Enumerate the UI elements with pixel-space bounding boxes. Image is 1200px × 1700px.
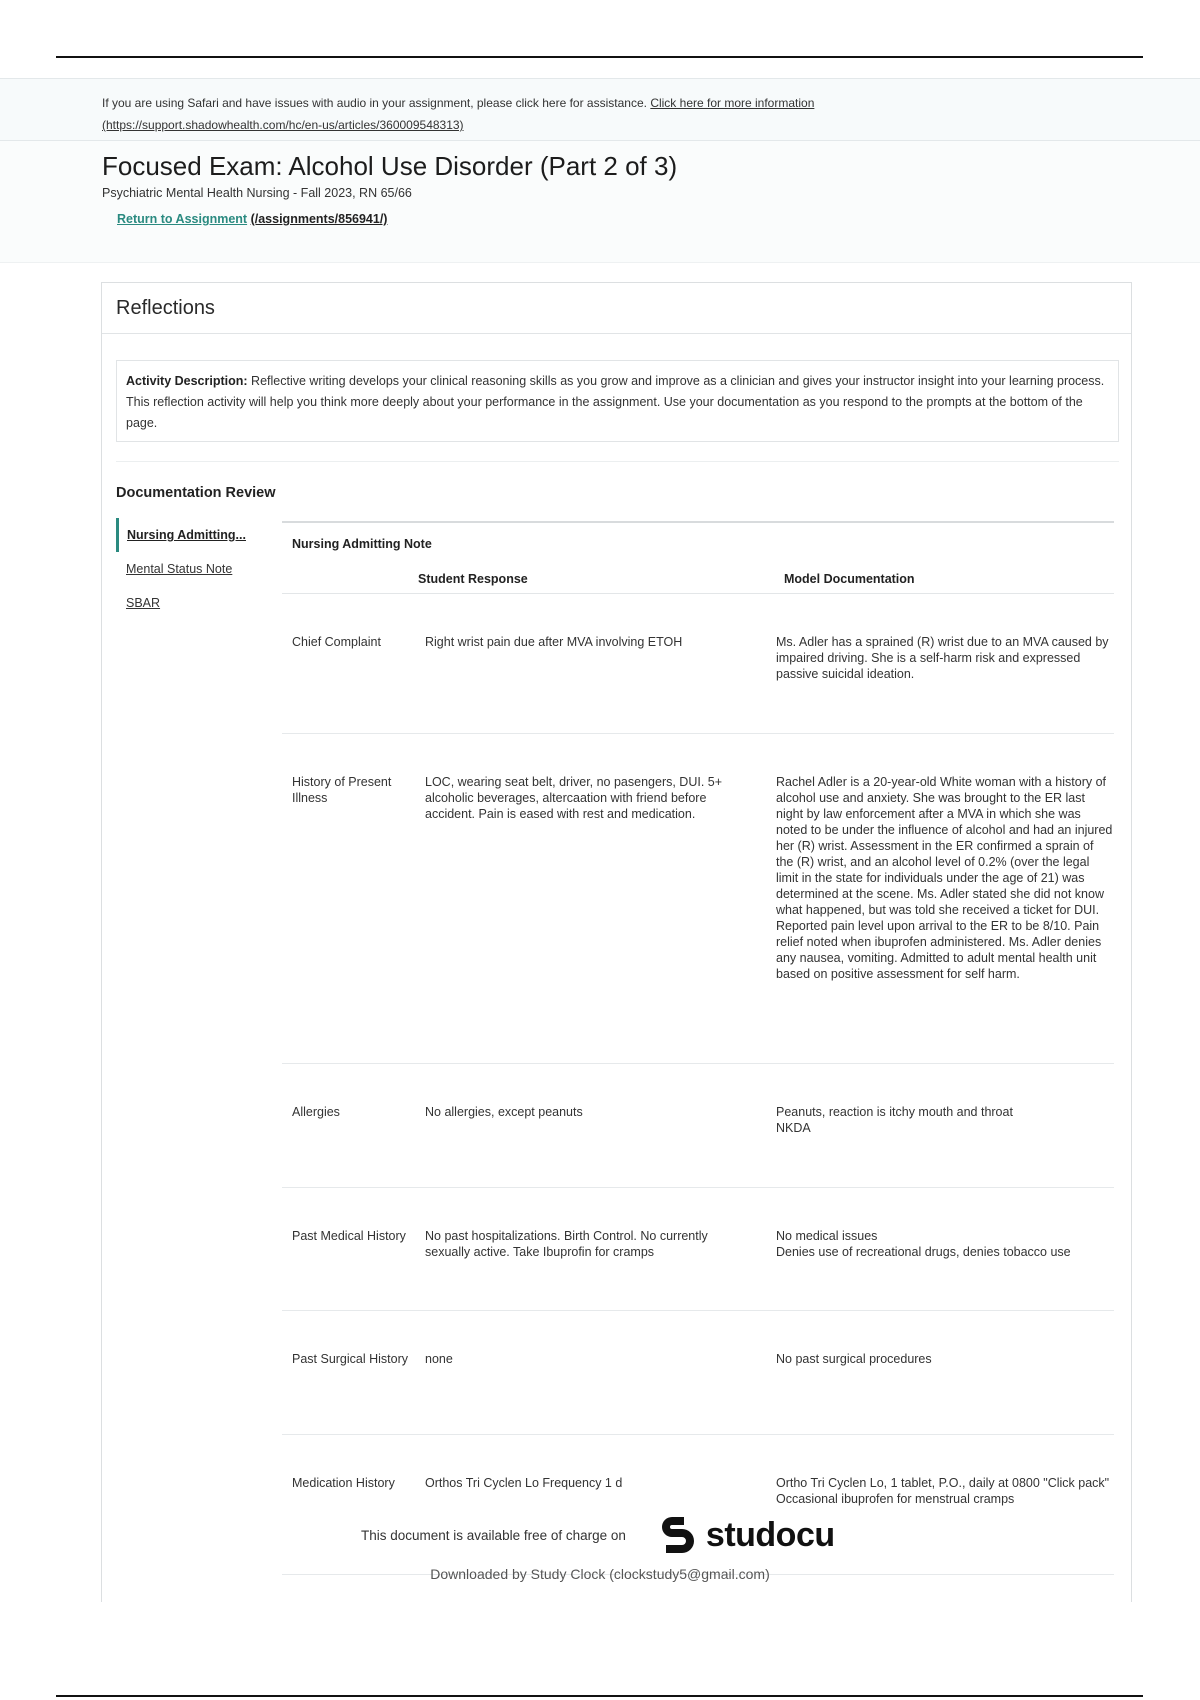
reflections-card <box>101 282 1132 1602</box>
documentation-table <box>282 521 1114 1575</box>
studocu-logo-icon <box>654 1511 702 1559</box>
row-model-documentation: No past surgical procedures <box>776 1352 932 1366</box>
row-student-response: No past hospitalizations. Birth Control. No currently sexually active. Take Ibuprofin for cramps <box>425 1229 708 1259</box>
row-model-documentation: Ms. Adler has a sprained (R) wrist due to an MVA caused by impaired driving. She is a self-harm risk and expressed passive suicidal ideation. <box>776 635 1109 681</box>
page-title: Focused Exam: Alcohol Use Disorder (Part 2 of 3) <box>102 151 678 181</box>
nav-item-mental-status[interactable]: Mental Status Note <box>126 562 233 576</box>
course-name: Psychiatric Mental Health Nursing - Fall 2023, RN 65/66 <box>102 186 412 200</box>
row-label: Medication History <box>292 1476 395 1490</box>
row-model-documentation: Peanuts, reaction is itchy mouth and throat NKDA <box>776 1105 1013 1135</box>
page-header <box>0 141 1200 263</box>
return-to-assignment[interactable] <box>117 212 387 226</box>
row-student-response: Right wrist pain due after MVA involving ETOH <box>425 635 683 649</box>
row-model-documentation: Ortho Tri Cyclen Lo, 1 tablet, P.O., daily at 0800 "Click pack" Occasional ibuprofen for menstrual cramps <box>776 1476 1110 1506</box>
free-text: This document is available free of charge on <box>361 1527 626 1543</box>
row-student-response: Orthos Tri Cyclen Lo Frequency 1 d <box>425 1476 623 1490</box>
nav-item-sbar[interactable]: SBAR <box>126 596 161 610</box>
return-path[interactable]: (/assignments/856941/) <box>250 212 388 226</box>
row-label: Past Surgical History <box>292 1352 409 1366</box>
row-model-documentation: Rachel Adler is a 20-year-old White woman with a history of alcohol use and anxiety. She was brought to the ER last night by law enforcement after a MVA in which she was noted to be under the influence of alcohol and had an injured her (R) wrist. Assessment in the ER confirmed a sprain of the (R) wrist, and an alcohol level of 0.2% (over the legal limit in the state for individuals under the age of 21) was determined at the scene. Ms. Adler stated she did not know what happened, but was told she received a ticket for DUI. Reported pain level upon arrival to the ER to be 8/10. Pain relief noted when ibuprofen administered. Ms. Adler denies any nausea, vomiting. Admitted to adult mental health unit based on positive assessment for self harm. <box>776 775 1113 981</box>
bottom-rule <box>56 1695 1143 1697</box>
row-label: Allergies <box>292 1105 340 1119</box>
studocu-logo[interactable] <box>654 1511 835 1559</box>
row-student-response: No allergies, except peanuts <box>425 1105 583 1119</box>
notice-link[interactable]: Click here for more information <box>650 96 815 110</box>
activity-description <box>116 360 1119 442</box>
table-row <box>282 1311 1114 1435</box>
section-title: Documentation Review <box>116 485 276 501</box>
table-row <box>282 1064 1114 1188</box>
top-rule <box>56 56 1143 58</box>
return-link[interactable]: Return to Assignment <box>117 212 248 226</box>
activity-label: Activity Description: <box>126 374 248 388</box>
downloaded-by: Downloaded by Study Clock (clockstudy5@gmail.com) <box>430 1566 770 1582</box>
row-label: Past Medical History <box>292 1229 406 1243</box>
table-row <box>282 594 1114 734</box>
notice-text: If you are using Safari and have issues with audio in your assignment, please click here for assistance. <box>102 96 647 110</box>
table-row <box>282 734 1114 1064</box>
documentation-nav <box>116 518 266 620</box>
divider <box>116 461 1119 462</box>
row-student-response: none <box>425 1352 453 1366</box>
card-title: Reflections <box>102 283 1131 334</box>
studocu-wordmark: studocu <box>705 1515 835 1554</box>
column-headers <box>282 561 1114 594</box>
table-row <box>282 1188 1114 1311</box>
note-title: Nursing Admitting Note <box>292 537 432 551</box>
studocu-promo <box>361 1512 835 1558</box>
row-label: History of Present Illness <box>292 775 392 805</box>
row-model-documentation: No medical issues Denies use of recreational drugs, denies tobacco use <box>776 1229 1071 1259</box>
column-header-student: Student Response <box>418 572 528 586</box>
activity-text: Reflective writing develops your clinical reasoning skills as you grow and improve as a clinician and gives your instructor insight into your learning process. This reflection activity will help you think more deeply about your performance in the assignment. Use your documentation as you respond to the prompts at the bottom of the page. <box>126 374 1105 430</box>
column-header-model: Model Documentation <box>784 572 915 586</box>
safari-notice <box>0 78 1200 141</box>
row-student-response: LOC, wearing seat belt, driver, no pasengers, DUI. 5+ alcoholic beverages, altercaation with friend before accident. Pain is eased with rest and medication. <box>425 775 723 821</box>
row-label: Chief Complaint <box>292 635 381 649</box>
nav-item-nursing-admitting[interactable]: Nursing Admitting... <box>116 518 266 552</box>
notice-link-url[interactable]: (https://support.shadowhealth.com/hc/en-us/articles/360009548313) <box>102 118 464 132</box>
